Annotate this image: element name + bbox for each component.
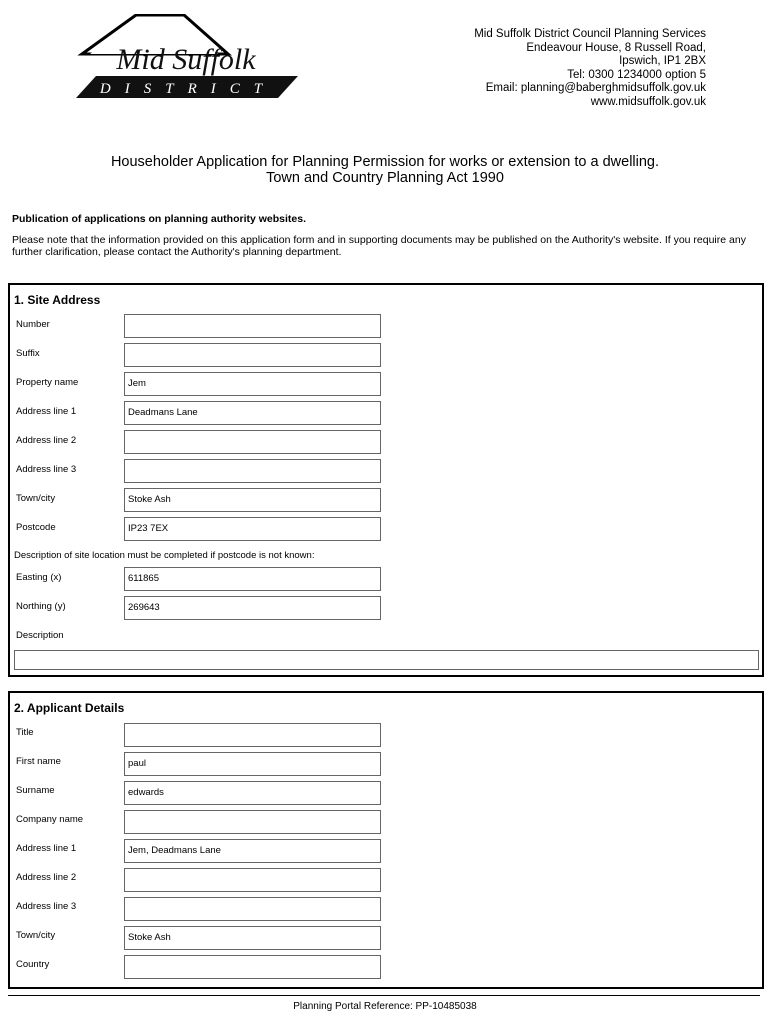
contact-web: www.midsuffolk.gov.uk xyxy=(590,95,706,108)
logo-district: DISTRICT xyxy=(99,81,277,97)
address-line3-field[interactable] xyxy=(124,459,381,483)
footer-divider xyxy=(8,995,760,996)
northing-field[interactable]: 269643 xyxy=(124,596,381,620)
surname-field[interactable]: edwards xyxy=(124,781,381,805)
address-line2-label: Address line 2 xyxy=(16,435,77,446)
address-line1-field[interactable]: Deadmans Lane xyxy=(124,401,381,425)
company-name-field[interactable] xyxy=(124,810,381,834)
council-logo xyxy=(58,14,303,104)
surname-label: Surname xyxy=(16,785,55,796)
applicant-address-line2-label: Address line 2 xyxy=(16,872,77,883)
applicant-address-line2-field[interactable] xyxy=(124,868,381,892)
number-field[interactable] xyxy=(124,314,381,338)
applicant-address-line1-field[interactable]: Jem, Deadmans Lane xyxy=(124,839,381,863)
page-title xyxy=(0,154,770,186)
contact-tel: Tel: 0300 1234000 option 5 xyxy=(567,68,706,81)
section-title: 1. Site Address xyxy=(14,293,101,307)
section-title: 2. Applicant Details xyxy=(14,701,125,715)
address-line3-label: Address line 3 xyxy=(16,464,77,475)
property-name-label: Property name xyxy=(16,377,79,388)
address-line2-field[interactable] xyxy=(124,430,381,454)
easting-field[interactable]: 611865 xyxy=(124,567,381,591)
easting-label: Easting (x) xyxy=(16,572,62,583)
property-name-field[interactable]: Jem xyxy=(124,372,381,396)
applicant-address-line1-label: Address line 1 xyxy=(16,843,77,854)
address-line1-label: Address line 1 xyxy=(16,406,77,417)
description-label: Description xyxy=(16,630,64,641)
logo-name: Mid Suffolk xyxy=(116,43,256,76)
publication-text: Please note that the information provided on this application form and in supporting documents may be published on the Authority's website. If you require any further clarification, please contact the Authority's planning department. xyxy=(12,234,746,258)
applicant-address-line3-field[interactable] xyxy=(124,897,381,921)
site-address-section xyxy=(8,283,764,677)
number-label: Number xyxy=(16,319,50,330)
suffix-label: Suffix xyxy=(16,348,40,359)
country-label: Country xyxy=(16,959,50,970)
suffix-field[interactable] xyxy=(124,343,381,367)
company-name-label: Company name xyxy=(16,814,84,825)
title-field[interactable] xyxy=(124,723,381,747)
contact-block xyxy=(474,28,706,110)
publication-heading: Publication of applications on planning authority websites. xyxy=(12,213,307,225)
title-line2: Town and Country Planning Act 1990 xyxy=(266,170,504,186)
contact-address1: Endeavour House, 8 Russell Road, xyxy=(526,41,706,54)
applicant-address-line3-label: Address line 3 xyxy=(16,901,77,912)
applicant-details-section xyxy=(8,691,764,989)
contact-email: Email: planning@baberghmidsuffolk.gov.uk xyxy=(485,82,706,95)
town-field[interactable]: Stoke Ash xyxy=(124,488,381,512)
title-label: Title xyxy=(16,727,34,738)
first-name-field[interactable]: paul xyxy=(124,752,381,776)
applicant-town-label: Town/city xyxy=(16,930,56,941)
postcode-label: Postcode xyxy=(16,522,56,533)
description-field[interactable] xyxy=(14,650,759,670)
title-line1: Householder Application for Planning Permission for works or extension to a dwelling. xyxy=(110,154,660,170)
first-name-label: First name xyxy=(16,756,61,767)
contact-address2: Ipswich, IP1 2BX xyxy=(619,55,706,68)
planning-portal-reference: Planning Portal Reference: PP-10485038 xyxy=(293,1001,477,1012)
country-field[interactable] xyxy=(124,955,381,979)
postcode-field[interactable]: IP23 7EX xyxy=(124,517,381,541)
location-note: Description of site location must be completed if postcode is not known: xyxy=(14,550,315,561)
contact-org: Mid Suffolk District Council Planning Services xyxy=(474,28,706,40)
applicant-town-field[interactable]: Stoke Ash xyxy=(124,926,381,950)
northing-label: Northing (y) xyxy=(16,601,66,612)
town-label: Town/city xyxy=(16,493,56,504)
